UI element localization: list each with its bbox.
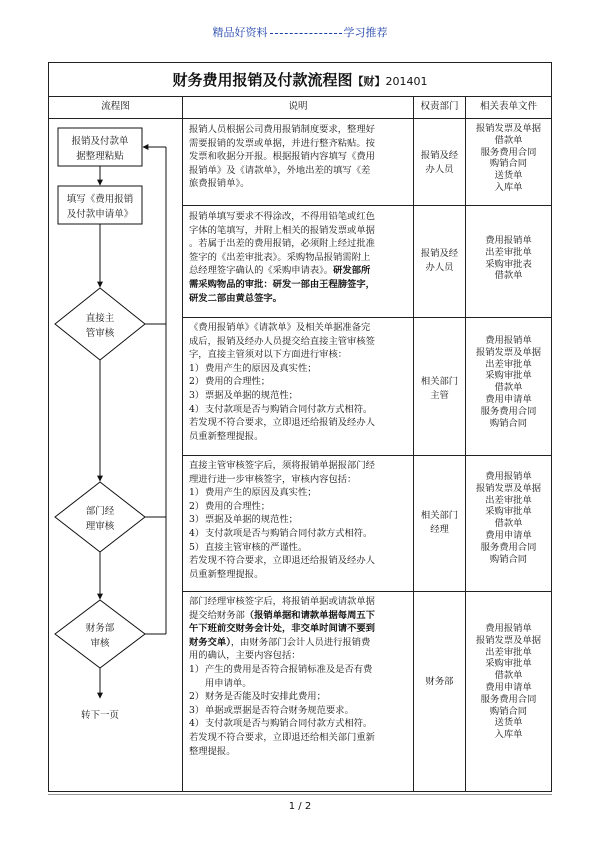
row5-forms: 费用报销单 报销发票及单据 出差审批单 采购审批单 借款单 费用申请单 服务费用合同 购销合同 送货单 入库单 bbox=[475, 623, 542, 741]
row5-description: 部门经理审核签字后，将报销单据或请款单据 提交给财务部（报销单据和请款单据每周五下 午下班前交财务会计处，非交单时间请不要到 财务交单），由财务部门会计人员进行报销费 用的确认，主要内容包括： 1） 产生的费用是否符合报销标准及是否有费 用申请单。 2） 财务是否能及时安排此费用； 3） 单据或票据是否符合财务规范要求。 4） 支付款项是否与购销合同付款方式相符。 若发现不符合要求，立即退还给相关部门重新 整理提报。 bbox=[189, 596, 375, 757]
header-dept: 权责部门 bbox=[420, 101, 459, 112]
title-main: 财务费用报销及付款流程图 bbox=[172, 71, 353, 89]
flow-box1-line2: 据整理粘贴 bbox=[76, 151, 124, 162]
row4-department: 相关部门 经理 bbox=[420, 510, 459, 535]
flow-d3-line2: 审核 bbox=[90, 638, 110, 649]
header-desc: 说明 bbox=[288, 101, 308, 112]
flow-box1-line1: 报销及付款单 bbox=[71, 136, 129, 147]
flow-d1-line1: 直接主 bbox=[85, 313, 115, 324]
row1-forms: 报销发票及单据 借款单 服务费用合同 购销合同 送货单 入库单 bbox=[475, 123, 542, 193]
row2-description: 报销单填写要求不得涂改，不得用铅笔或红色 字体的笔填写，并附上相关的报销发票或单据 。若属于出差的费用报销，必须附上经过批准 签字的《出差审批表》。采购物品报销需附上 总经理签字确认的《采购申请表》。研发部所 需采购物品的审批：研发一部由王程膀签字， 研发二部由黄总签字。 bbox=[189, 211, 375, 304]
row1-department: 报销及经 办人员 bbox=[420, 150, 459, 175]
footer-rule bbox=[48, 794, 552, 795]
flowchart bbox=[48, 62, 552, 792]
row3-description: 《费用报销单》《请款单》及相关单据准备完 成后，报销及经办人员提交给直接主管审核签 字，直接主管须对以下方面进行审核： 1） 费用产生的原因及真实性； 2） 费用的合理性； 3） 票据及单据的规范性； 4） 支付款项是否与购销合同付款方式相符。 若发现不符合要求，立即退还给报销及经办人 员重新整理提报。 bbox=[189, 322, 375, 442]
flow-diamond-dept-manager bbox=[55, 482, 145, 552]
title-code: 201401 bbox=[385, 75, 428, 88]
banner-left: 精品好资料 bbox=[212, 26, 268, 39]
row1-description: 报销人员根据公司费用报销制度要求，整理好 需要报销的发票或单据，并进行整齐粘贴。按 发票和收据分开报。根据报销内容填写《费用 报销单》及《请款单》，外地出差的填写《差 旅费报销单》。 bbox=[189, 124, 375, 190]
row2-department: 报销及经 办人员 bbox=[420, 248, 459, 273]
page-banner bbox=[0, 24, 600, 40]
flow-box2-line1: 填写《费用报销 bbox=[66, 194, 134, 205]
title-tag: 【财】 bbox=[352, 75, 386, 88]
header-forms: 相关表单文件 bbox=[479, 101, 537, 112]
flow-next-page: 转下一页 bbox=[80, 710, 120, 721]
header-flow: 流程图 bbox=[101, 101, 130, 112]
flow-d1-line2: 管审核 bbox=[85, 328, 115, 339]
row4-description: 直接主管审核签字后，须将报销单据报部门经 理进行进一步审核签字，审核内容包括： 1） 费用产生的原因及真实性； 2） 费用的合理性； 3） 票据及单据的规范性； 4） 支付款项是否与购销合同付款方式相符。 5） 直接主管审核的严谨性。 若发现不符合要求，立即退还给报销及经办人 员重新整理提报。 bbox=[189, 460, 375, 580]
banner-divider bbox=[270, 33, 342, 34]
row2-forms: 费用报销单 出差审批单 采购审批表 借款单 bbox=[485, 235, 532, 282]
flow-d3-line1: 财务部 bbox=[85, 623, 115, 634]
flow-diamond-finance bbox=[55, 600, 145, 668]
flow-d2-line1: 部门经 bbox=[85, 506, 115, 517]
row3-forms: 费用报销单 报销发票及单据 出差审批单 采购审批单 借款单 费用申请单 服务费用合同 购销合同 bbox=[475, 335, 542, 429]
row4-forms: 费用报销单 报销发票及单据 出差审批单 采购审批单 借款单 费用申请单 服务费用合同 购销合同 bbox=[475, 471, 542, 565]
row5-department: 财务部 bbox=[425, 676, 454, 687]
flow-diamond-supervisor bbox=[55, 288, 145, 360]
flow-box2-line2: 及付款申请单》 bbox=[66, 209, 134, 220]
banner-right: 学习推荐 bbox=[343, 26, 388, 39]
row3-department: 相关部门 主管 bbox=[420, 376, 459, 401]
page-number: 1 / 2 bbox=[288, 801, 312, 812]
flow-d2-line2: 理审核 bbox=[85, 521, 115, 532]
